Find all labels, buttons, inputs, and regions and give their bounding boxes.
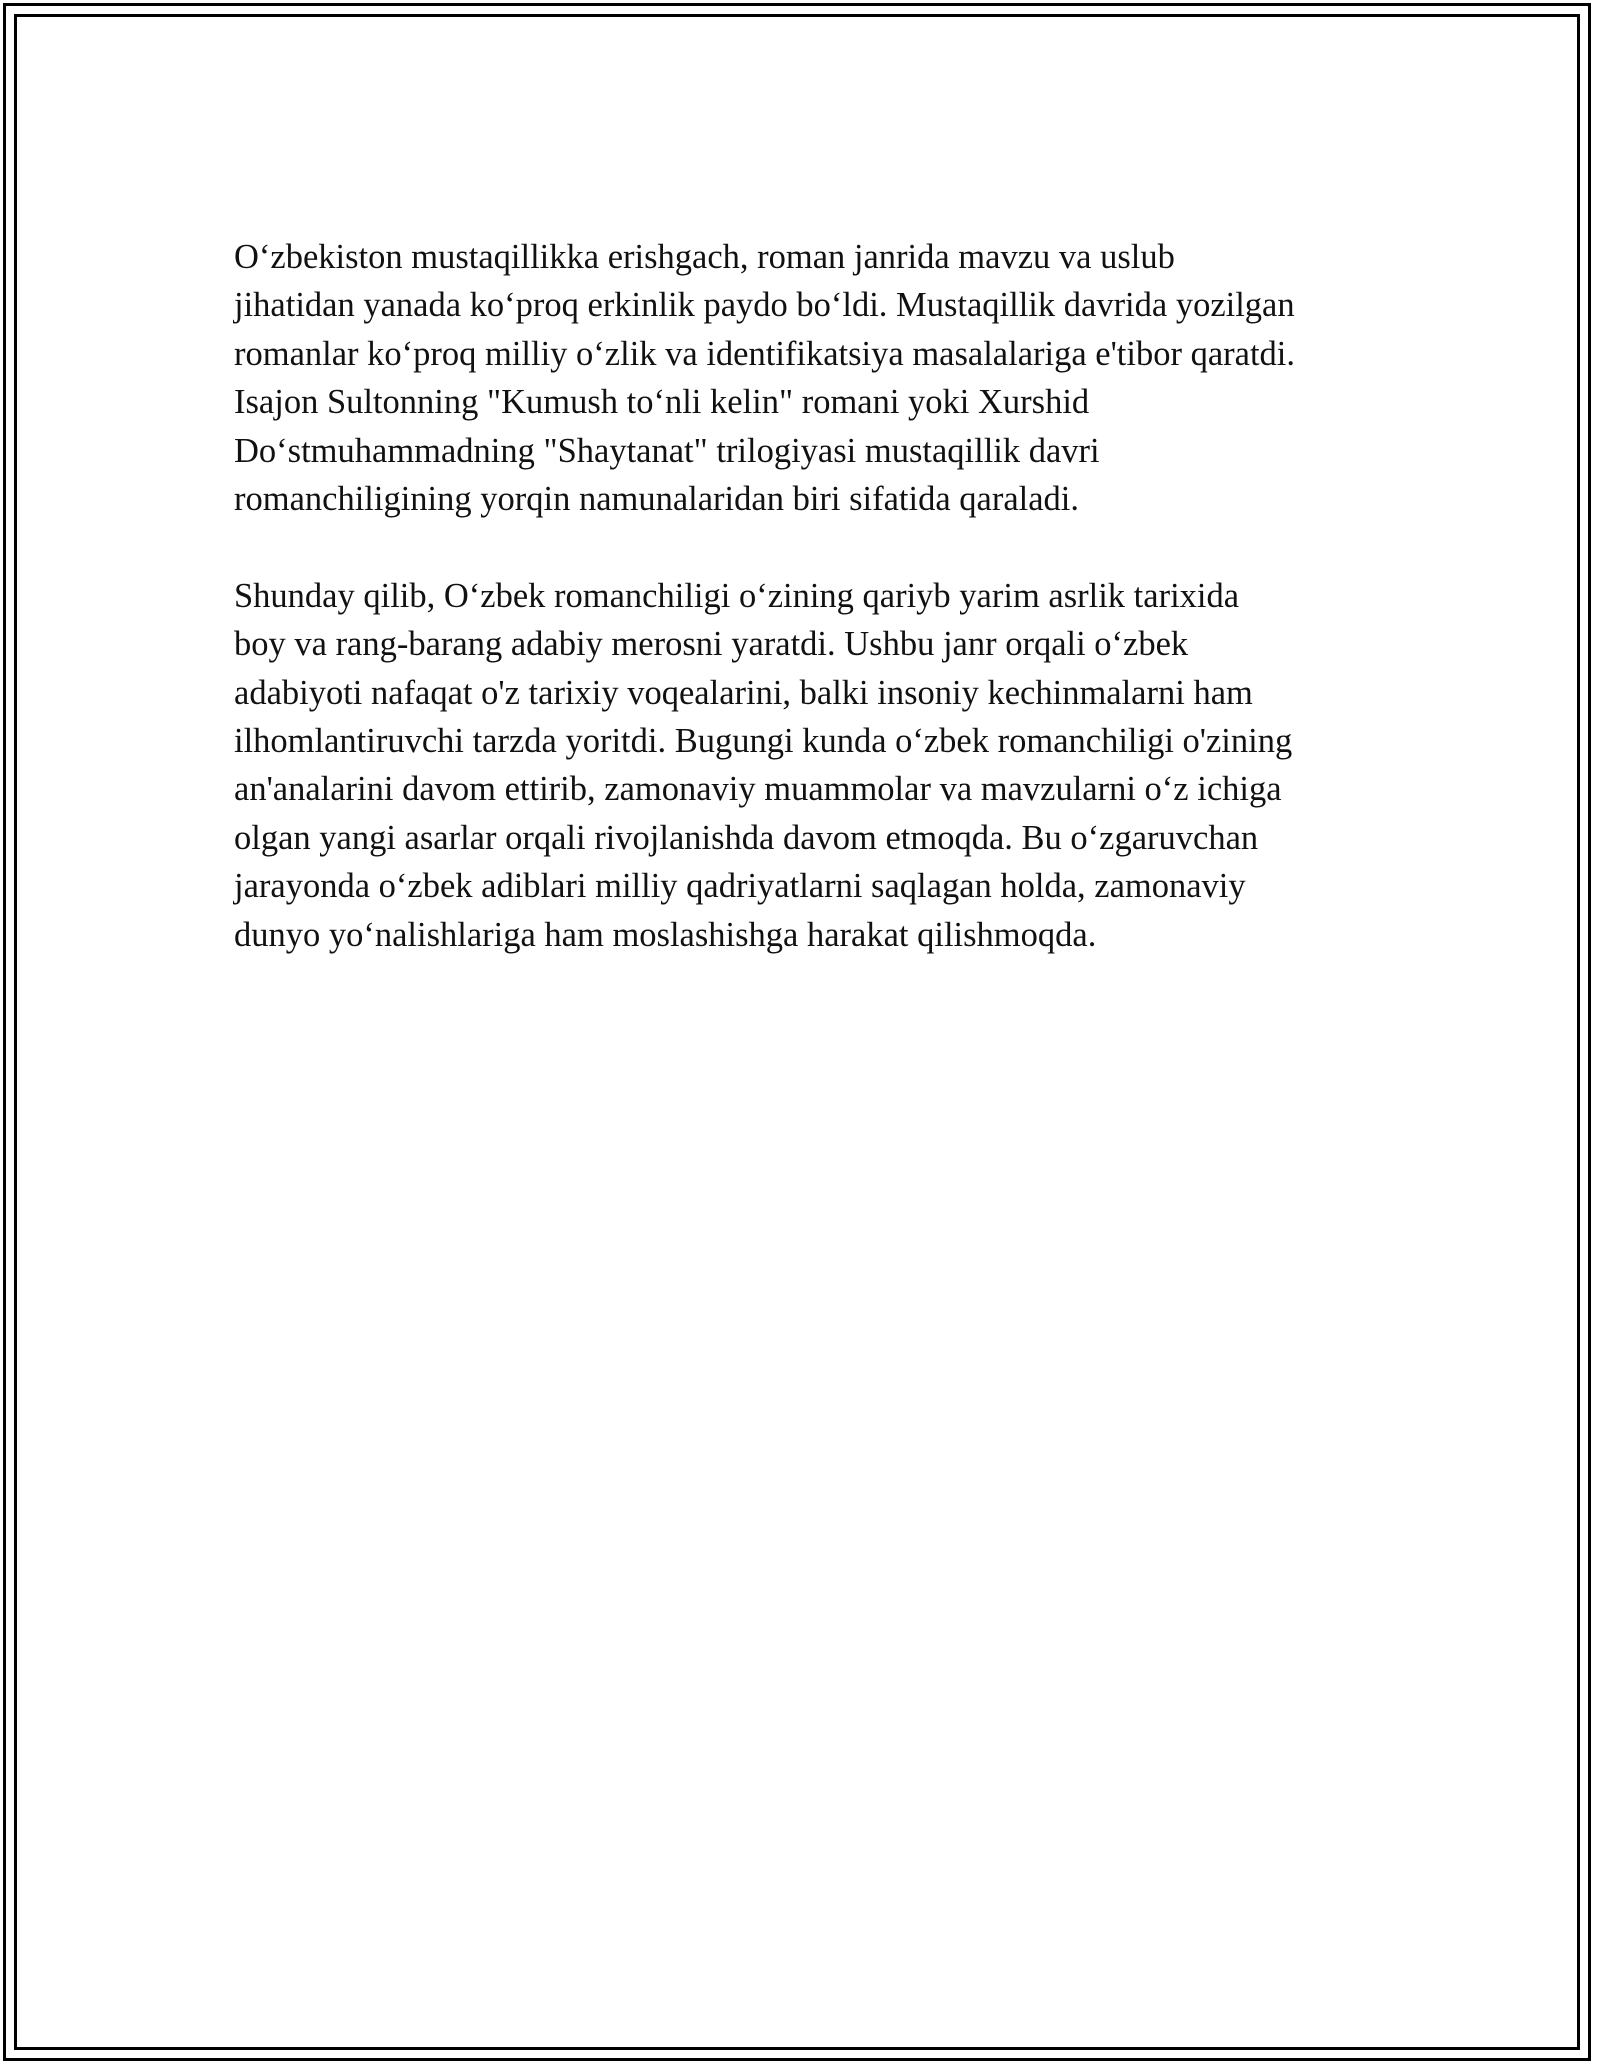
paragraph-line: Do‘stmuhammadning "Shaytanat" trilogiyasi mustaqillik davri <box>234 431 1100 470</box>
paragraph-line: romanchiligining yorqin namunalaridan biri sifatida qaraladi. <box>234 480 1079 519</box>
document-body <box>234 233 1374 959</box>
paragraph-line: Shunday qilib, O‘zbek romanchiligi o‘zining qariyb yarim asrlik tarixida <box>234 576 1240 615</box>
paragraph-line: ilhomlantiruvchi tarzda yoritdi. Bugungi kunda o‘zbek romanchiligi o'zining <box>234 722 1293 761</box>
paragraph-line: olgan yangi asarlar orqali rivojlanishda davom etmoqda. Bu o‘zgaruvchan <box>234 818 1259 857</box>
paragraph-line: Isajon Sultonning "Kumush to‘nli kelin" romani yoki Xurshid <box>234 383 1090 422</box>
paragraph-line: jarayonda o‘zbek adiblari milliy qadriyatlarni saqlagan holda, zamonaviy <box>234 867 1246 906</box>
paragraph-1 <box>234 233 1374 523</box>
paragraph-line: romanlar ko‘proq milliy o‘zlik va identifikatsiya masalalariga e'tibor qaratdi. <box>234 334 1295 373</box>
paragraph-line: O‘zbekiston mustaqillikka erishgach, roman janrida mavzu va uslub <box>234 238 1175 276</box>
paragraph-line: dunyo yo‘nalishlariga ham moslashishga harakat qilishmoqda. <box>234 915 1097 954</box>
paragraph-line: boy va rang-barang adabiy merosni yaratdi. Ushbu janr orqali o‘zbek <box>234 625 1189 664</box>
paragraph-line: jihatidan yanada ko‘proq erkinlik paydo bo‘ldi. Mustaqillik davrida yozilgan <box>234 286 1295 325</box>
paragraph-line: adabiyoti nafaqat o'z tarixiy voqealarini, balki insoniy kechinmalarni ham <box>234 673 1253 712</box>
paragraph-line: an'analarini davom ettirib, zamonaviy muammolar va mavzularni o‘z ichiga <box>234 770 1282 809</box>
paragraph-2 <box>234 572 1374 959</box>
